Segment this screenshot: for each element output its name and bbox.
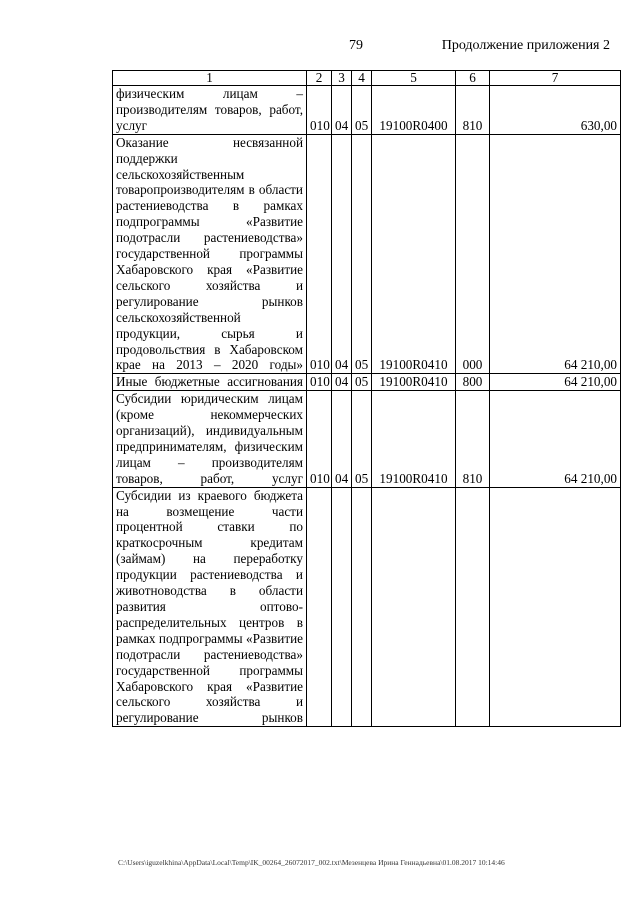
subsection-code: 05: [352, 391, 372, 487]
column-header: 5: [372, 71, 456, 86]
table-row: [113, 391, 621, 487]
item-name: Иные бюджетные ассигнования: [113, 374, 307, 391]
table-row: [113, 487, 621, 727]
section-code: 04: [332, 86, 352, 135]
target-article-code: [372, 487, 456, 727]
page-number: 79: [349, 38, 363, 53]
expense-type-code: 800: [456, 374, 490, 391]
column-header: 1: [113, 71, 307, 86]
target-article-code: 19100R0410: [372, 374, 456, 391]
item-name: Субсидии юридическим лицам (кроме некоммерческих организаций), индивидуальным предпринимателям, физическим лицам – производителям товаров, работ, услуг: [113, 391, 307, 487]
column-header: 4: [352, 71, 372, 86]
expense-type-code: [456, 487, 490, 727]
subsection-code: [352, 487, 372, 727]
amount: 630,00: [490, 86, 621, 135]
expense-type-code: 810: [456, 391, 490, 487]
budget-table: [112, 70, 621, 727]
file-path-footer: C:\Users\iguzelkhina\AppData\Local\Temp\IK_00264_26072017_002.txt\Мезенцева Ирина Геннадьевна\01.08.2017 10:14:46: [118, 858, 505, 867]
item-name: Субсидии из краевого бюджета на возмещение части процентной ставки по краткосрочным кредитам (займам) на переработку продукции растениеводства и животноводства в области развития оптово-распределительных центров в рамках подпрограммы «Развитие подотрасли растениеводства» государственной программы Хабаровского края «Развитие сельского хозяйства и регулирование рынков: [113, 487, 307, 727]
subsection-code: 05: [352, 86, 372, 135]
column-header: 7: [490, 71, 621, 86]
continuation-label: Продолжение приложения 2: [441, 38, 610, 53]
table-header-row: [113, 71, 621, 86]
subsection-code: 05: [352, 374, 372, 391]
section-code: 04: [332, 391, 352, 487]
amount: 64 210,00: [490, 134, 621, 374]
amount: [490, 487, 621, 727]
ministry-code: [307, 487, 332, 727]
column-header: 2: [307, 71, 332, 86]
column-header: 6: [456, 71, 490, 86]
item-name: Оказание несвязанной поддержки сельскохозяйственным товаропроизводителям в области растениеводства в рамках подпрограммы «Развитие подотрасли растениеводства» государственной программы Хабаровского края «Развитие сельского хозяйства и регулирование рынков сельскохозяйственной продукции, сырья и продовольствия в Хабаровском крае на 2013 – 2020 годы»: [113, 134, 307, 374]
column-header: 3: [332, 71, 352, 86]
section-code: 04: [332, 374, 352, 391]
expense-type-code: 810: [456, 86, 490, 135]
amount: 64 210,00: [490, 391, 621, 487]
ministry-code: 010: [307, 374, 332, 391]
section-code: [332, 487, 352, 727]
table-row: [113, 134, 621, 374]
expense-type-code: 000: [456, 134, 490, 374]
table-row: [113, 86, 621, 135]
target-article-code: 19100R0400: [372, 86, 456, 135]
ministry-code: 010: [307, 86, 332, 135]
ministry-code: 010: [307, 391, 332, 487]
item-name: физическим лицам – производителям товаров, работ, услуг: [113, 86, 307, 135]
amount: 64 210,00: [490, 374, 621, 391]
ministry-code: 010: [307, 134, 332, 374]
table-row: [113, 374, 621, 391]
subsection-code: 05: [352, 134, 372, 374]
section-code: 04: [332, 134, 352, 374]
target-article-code: 19100R0410: [372, 391, 456, 487]
target-article-code: 19100R0410: [372, 134, 456, 374]
